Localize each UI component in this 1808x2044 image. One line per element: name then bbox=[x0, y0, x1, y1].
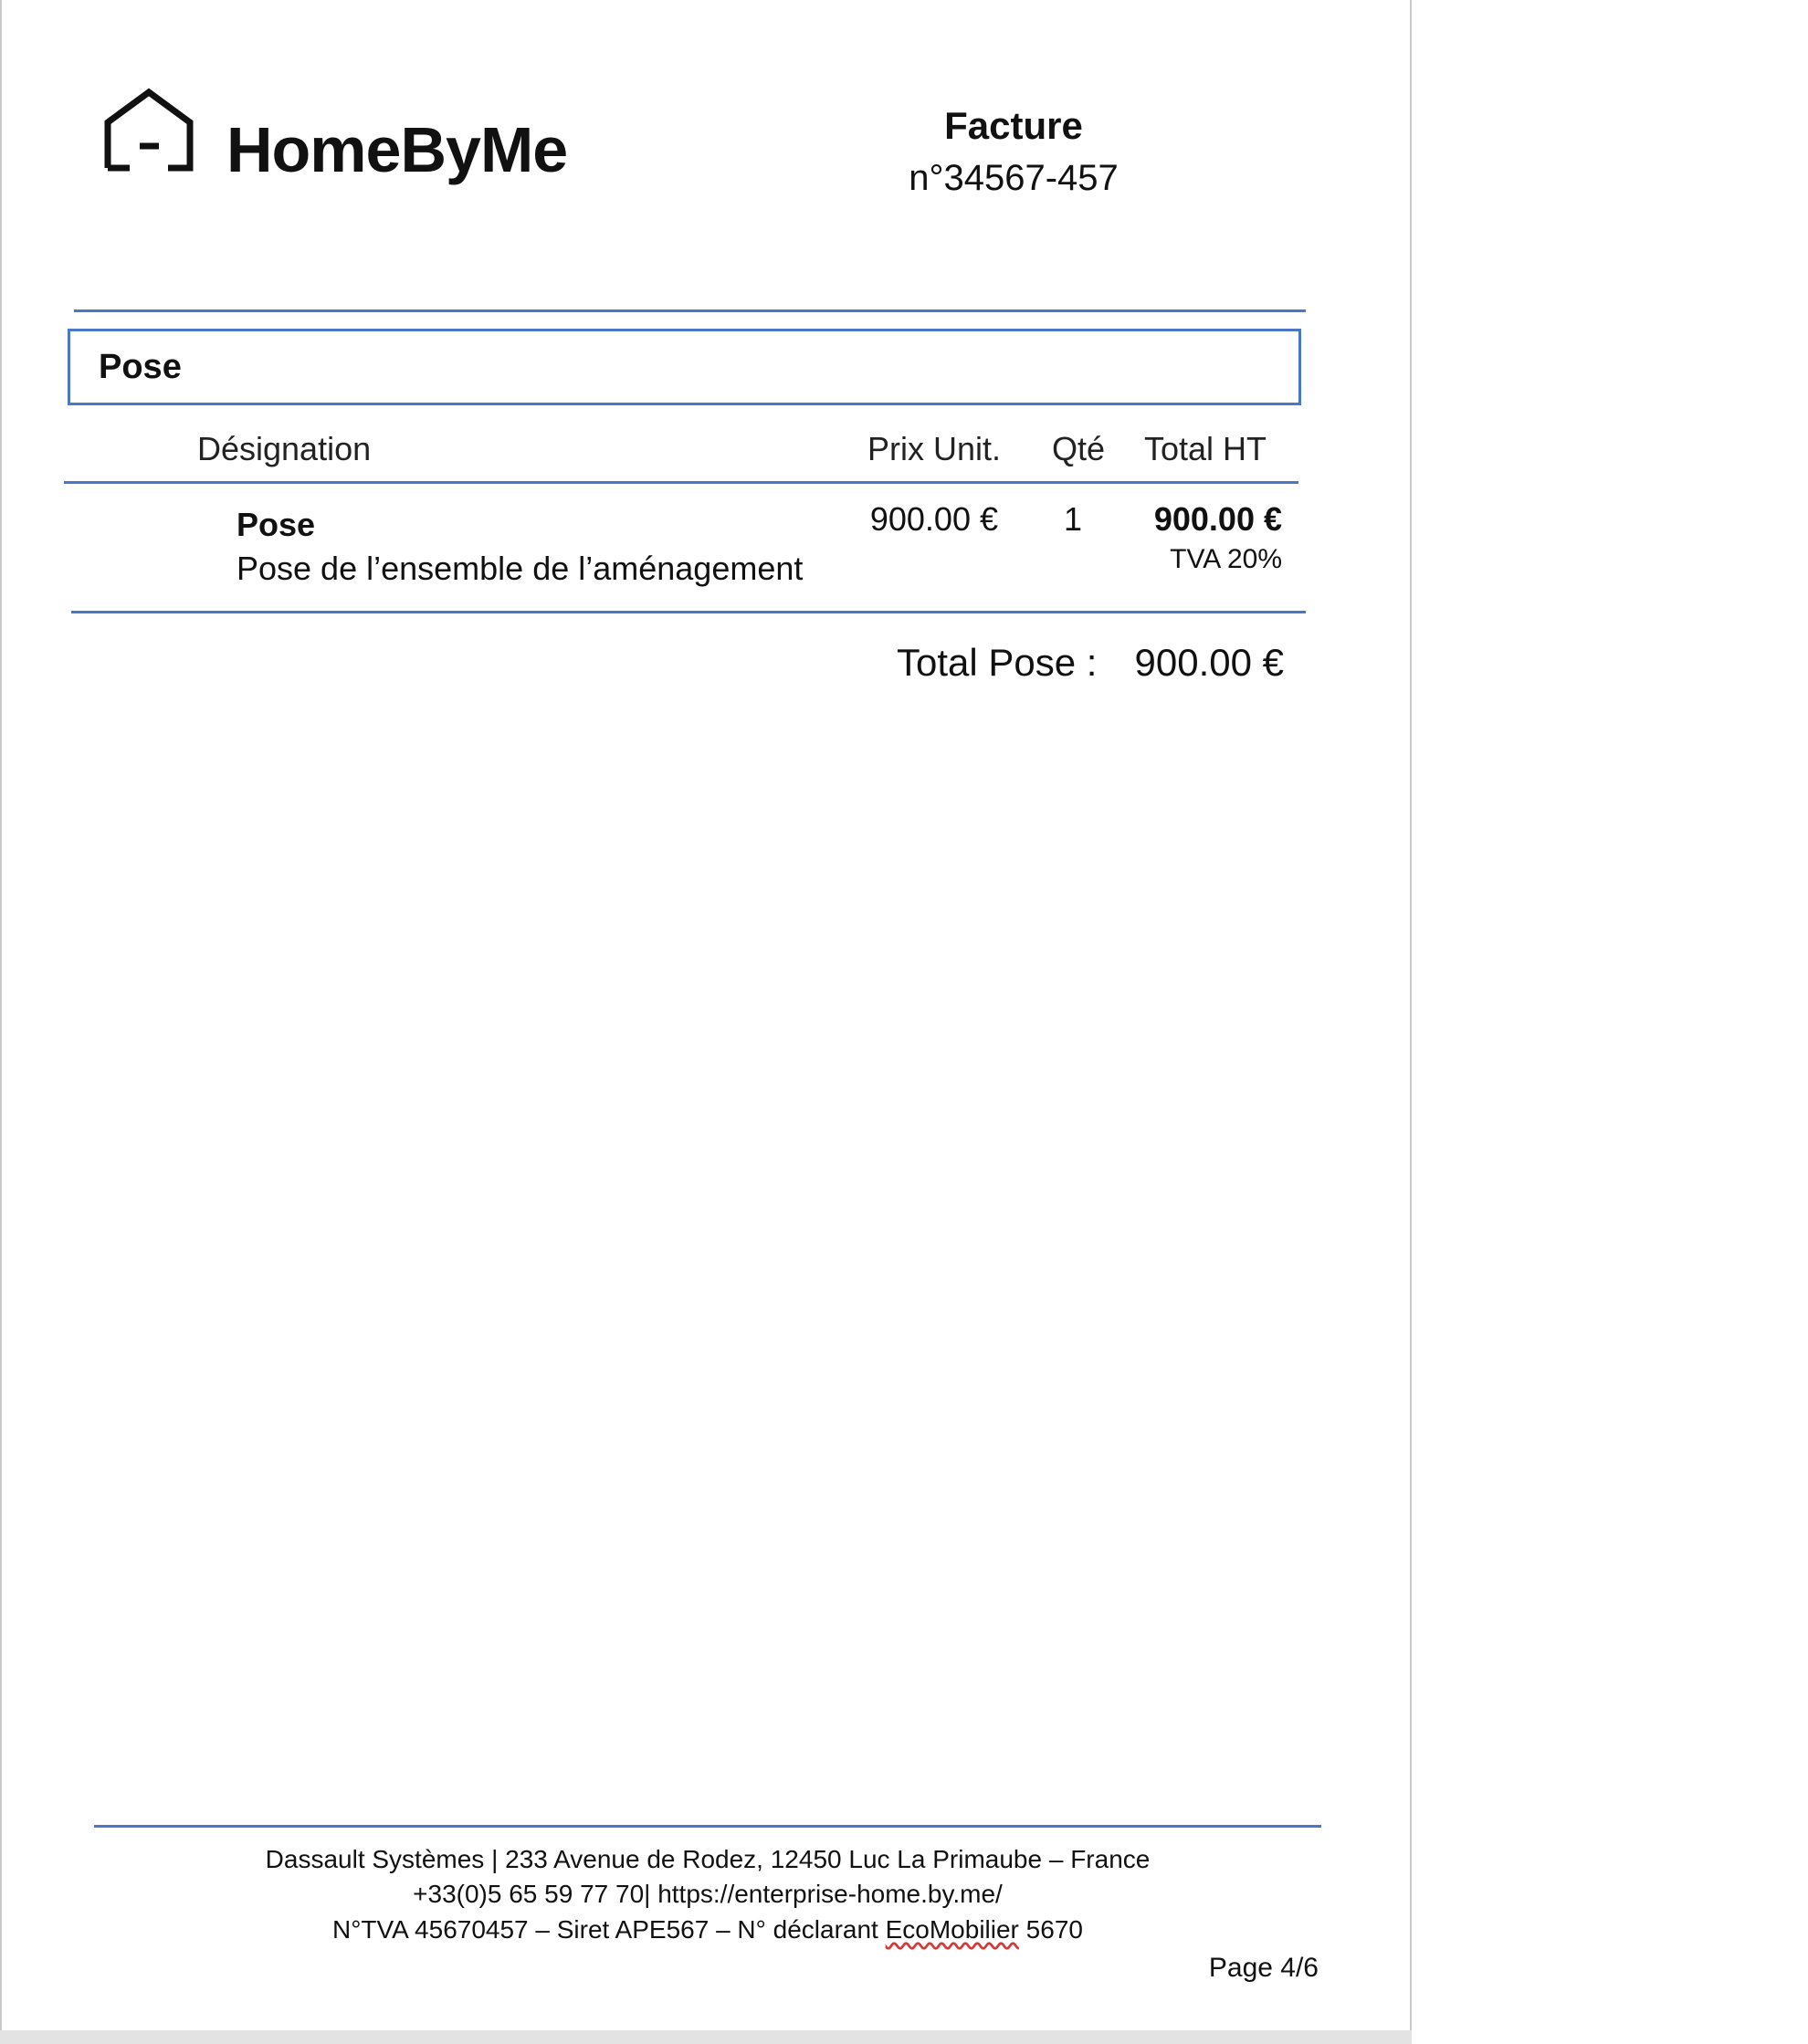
divider-top bbox=[74, 309, 1306, 312]
footer-legal-prefix: N°TVA 45670457 – Siret APE567 – N° déclarant bbox=[332, 1915, 886, 1944]
house-icon bbox=[102, 88, 195, 173]
spellcheck-flagged-word[interactable]: EcoMobilier bbox=[885, 1915, 1019, 1944]
column-header-unit-price: Prix Unit. bbox=[867, 430, 1002, 467]
section-header-box bbox=[68, 329, 1301, 405]
item-quantity: 1 bbox=[1063, 500, 1083, 538]
canvas-background bbox=[0, 2030, 1412, 2044]
subtotal-label: Total Pose : bbox=[897, 641, 1098, 684]
brand-name: HomeByMe bbox=[226, 114, 568, 185]
invoice-number: n°34567-457 bbox=[909, 158, 1119, 198]
item-name: Pose bbox=[237, 506, 316, 543]
section-title: Pose bbox=[99, 348, 182, 386]
footer-company-address: Dassault Systèmes | 233 Avenue de Rodez, 12450 Luc La Primaube – France bbox=[265, 1845, 1151, 1873]
footer-legal-suffix: 5670 bbox=[1018, 1915, 1083, 1944]
footer-divider bbox=[94, 1825, 1321, 1828]
document-title: Facture bbox=[944, 104, 1083, 147]
column-header-total-ht: Total HT bbox=[1144, 430, 1267, 467]
page-number: Page 4/6 bbox=[1208, 1953, 1319, 1983]
footer-contact: +33(0)5 65 59 77 70| https://enterprise-home.by.me/ bbox=[413, 1880, 1003, 1908]
item-total-ht: 900.00 € bbox=[1153, 500, 1282, 538]
item-unit-price: 900.00 € bbox=[869, 500, 998, 538]
column-header-designation: Désignation bbox=[197, 430, 372, 467]
table-bottom-divider bbox=[71, 611, 1306, 613]
table-header-divider bbox=[64, 481, 1298, 484]
item-tax-rate: TVA 20% bbox=[1170, 544, 1282, 574]
footer-legal bbox=[94, 1913, 1321, 1946]
item-description: Pose de l’ensemble de l’aménagement bbox=[237, 550, 804, 587]
subtotal-value: 900.00 € bbox=[1134, 641, 1284, 684]
column-header-quantity: Qté bbox=[1052, 430, 1106, 467]
